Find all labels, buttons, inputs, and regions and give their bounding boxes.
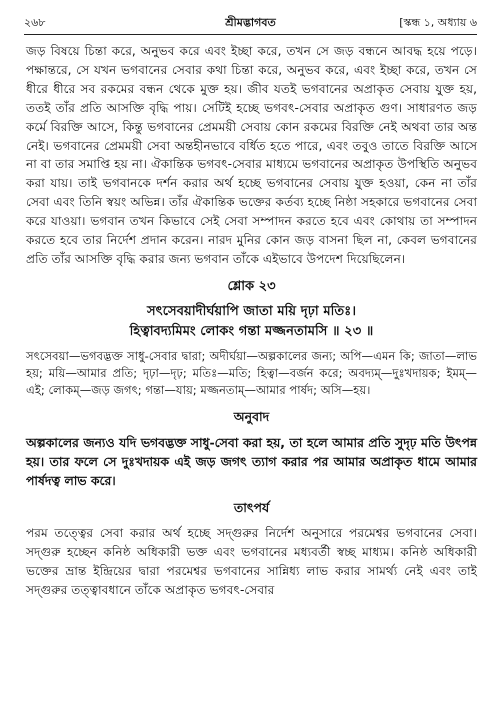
- page-body: [26, 42, 477, 600]
- verse-line-2: হিত্বাবদ্যমিমং লোকং গন্তা মজ্জনতামসি ॥ ২৩ ॥: [129, 323, 374, 339]
- page-header: [24, 14, 477, 32]
- book-title: শ্রীমদ্ভাগবত: [225, 16, 276, 29]
- purport-heading: তাৎপর্য: [233, 499, 270, 515]
- purport-text: পরম তত্ত্বের সেবা করার অর্থ হচ্ছে সদ্গুরুর নির্দেশ অনুসারে পরমেশ্বর ভগবানের সেবা। সদ্গুরু হচ্ছেন কনিষ্ঠ অধিকারী ভক্ত এবং ভগবানের মধ্যবর্তী স্বচ্ছ মাধ্যম। কনিষ্ঠ অধিকারী ভক্তের ভ্রান্ত ইন্দ্রিয়ের দ্বারা পরমেশ্বর ভগবানের সান্নিধ্য লাভ করার সামর্থ্য নেই এবং তাই সদ্গুরুর তত্ত্বাবধানে তাঁকে অপ্রাকৃত ভগবৎ-সেবার: [26, 525, 477, 597]
- translation-heading: অনুবাদ: [233, 408, 270, 424]
- page-number: ২৬৮: [24, 16, 46, 29]
- section-label: [স্কন্ধ ১, অধ্যায় ৬: [399, 16, 477, 29]
- verse-heading: শ্লোক ২৩: [227, 278, 276, 294]
- intro-paragraph: জড় বিষয়ে চিন্তা করে, অনুভব করে এবং ইচ্ছা করে, তখন সে জড় বন্ধনে আবদ্ধ হয়ে পড়ে। পক্ষান্তরে, সে যখন ভগবানের সেবার কথা চিন্তা করে, অনুভব করে, এবং ইচ্ছা করে, তখন সে ধীরে ধীরে সব রকমের বন্ধন থেকে মুক্ত হয়। জীব যতই ভগবানের অপ্রাকৃত সেবায় যুক্ত হয়, ততই তাঁর প্রতি আসক্তি বৃদ্ধি পায়। সেটিই হচ্ছে ভগবৎ-সেবার অপ্রাকৃত গুণ। সাধারণত জড় কর্মে বিরক্তি আসে, কিন্তু ভগবানের প্রেমময়ী সেবায় কোন রকমের বিরক্তি নেই অথবা তার অন্ত নেই। ভগবানের প্রেমময়ী সেবা অন্তহীনভাবে বর্ধিত হতে পারে, এবং তবুও তাতে বিরক্তি আসে না বা তার সমাপ্তি হয় না। ঐকান্তিক ভগবৎ-সেবার মাধ্যমে ভগবানের অপ্রাকৃত উপস্থিতি অনুভব করা যায়। তাই ভগবানকে দর্শন করার অর্থ হচ্ছে ভগবানের সেবায় যুক্ত হওয়া, কেন না তাঁর সেবা এবং তিনি স্বয়ং অভিন্ন। তাঁর ঐকান্তিক ভক্তের কর্তব্য হচ্ছে নিষ্ঠা সহকারে ভগবানের সেবা করে যাওয়া। ভগবান তখন কিভাবে সেই সেবা সম্পাদন করতে হবে এবং কোথায় তা সম্পাদন করতে হবে তার নির্দেশ প্রদান করেন। নারদ মুনির কোন জড় বাসনা ছিল না, কেবল ভগবানের প্রতি তাঁর আসক্তি বৃদ্ধি করার জন্য ভগবান তাঁকে এইভাবে উপদেশ দিয়েছিলেন।: [26, 44, 477, 266]
- synonyms: সৎসেবয়া—ভগবদ্ভক্ত সাধু-সেবার দ্বারা; অদীর্ঘয়া—অল্পকালের জন্য; অপি—এমন কি; জাতা—লাভ হয়; ময়ি—আমার প্রতি; দৃঢ়া—দৃঢ়; মতিঃ—মতি; হিত্বা—বর্জন করে; অবদ্যম্—দুঃখদায়ক; ইমম্—এই; লোকম্—জড় জগৎ; গন্তা—যায়; মজ্জনতাম্—আমার পার্ষদ; অসি—হয়।: [26, 348, 477, 397]
- header-rule: [24, 34, 477, 35]
- verse-line-1: সৎসেবয়াদীর্ঘয়াপি জাতা ময়ি দৃঢ়া মতিঃ।: [146, 303, 357, 319]
- translation-text: অল্পকালের জন্যও যদি ভগবদ্ভক্ত সাধু-সেবা করা হয়, তা হলে আমার প্রতি সুদৃঢ় মতি উৎপন্ন হয়। তার ফলে সে দুঃখদায়ক এই জড় জগৎ ত্যাগ করার পর আমার অপ্রাকৃত ধামে আমার পার্ষদত্ব লাভ করে।: [26, 434, 477, 488]
